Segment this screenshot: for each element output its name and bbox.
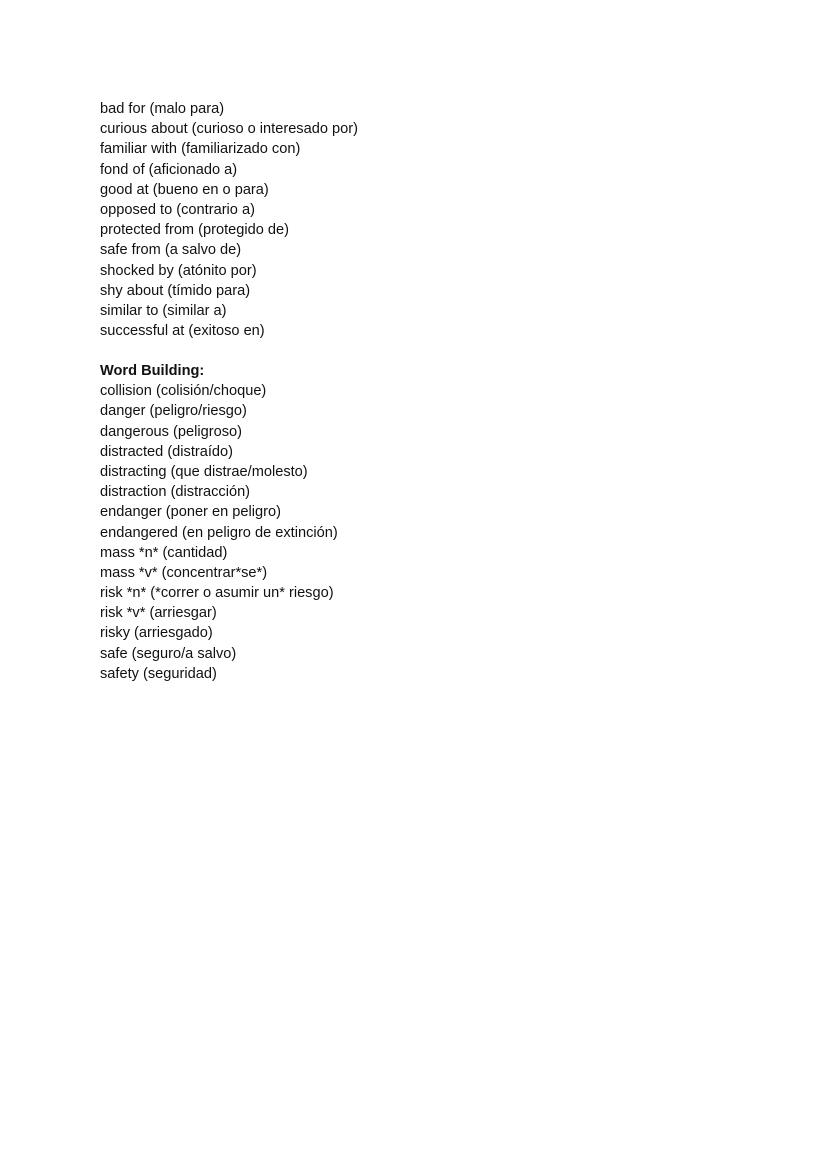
list-item: shy about (tímido para) <box>100 282 251 299</box>
list-item: bad for (malo para) <box>100 101 225 117</box>
list-item: collision (colisión/choque) <box>100 383 267 400</box>
list-item: good at (bueno en o para) <box>100 181 269 198</box>
list-item: risk *v* (arriesgar) <box>100 605 217 622</box>
list-item: safe from (a salvo de) <box>100 242 242 259</box>
list-item: opposed to (contrario a) <box>100 201 255 218</box>
list-item: danger (peligro/riesgo) <box>100 403 247 420</box>
word-building-section <box>100 361 338 684</box>
list-item: endangered (en peligro de extinción) <box>100 524 338 541</box>
list-item: distracting (que distrae/molesto) <box>100 463 308 480</box>
list-item: successful at (exitoso en) <box>100 323 265 340</box>
section-heading: Word Building: <box>100 363 205 379</box>
list-item: mass *n* (cantidad) <box>100 544 228 561</box>
list-item: mass *v* (concentrar*se*) <box>100 564 268 581</box>
list-item: distraction (distracción) <box>100 484 251 501</box>
list-item: distracted (distraído) <box>100 443 234 460</box>
list-item: familiar with (familiarizado con) <box>100 141 301 158</box>
preposition-list <box>100 99 358 341</box>
list-item: similar to (similar a) <box>100 302 227 319</box>
list-item: safety (seguridad) <box>100 665 217 682</box>
list-item: safe (seguro/a salvo) <box>100 645 237 662</box>
list-item: fond of (aficionado a) <box>100 161 238 178</box>
list-item: curious about (curioso o interesado por) <box>100 121 358 138</box>
list-item: risk *n* (*correr o asumir un* riesgo) <box>100 585 334 602</box>
list-item: dangerous (peligroso) <box>100 423 242 440</box>
list-item: shocked by (atónito por) <box>100 262 257 279</box>
list-item: protected from (protegido de) <box>100 222 290 239</box>
list-item: risky (arriesgado) <box>100 625 213 642</box>
list-item: endanger (poner en peligro) <box>100 504 281 521</box>
